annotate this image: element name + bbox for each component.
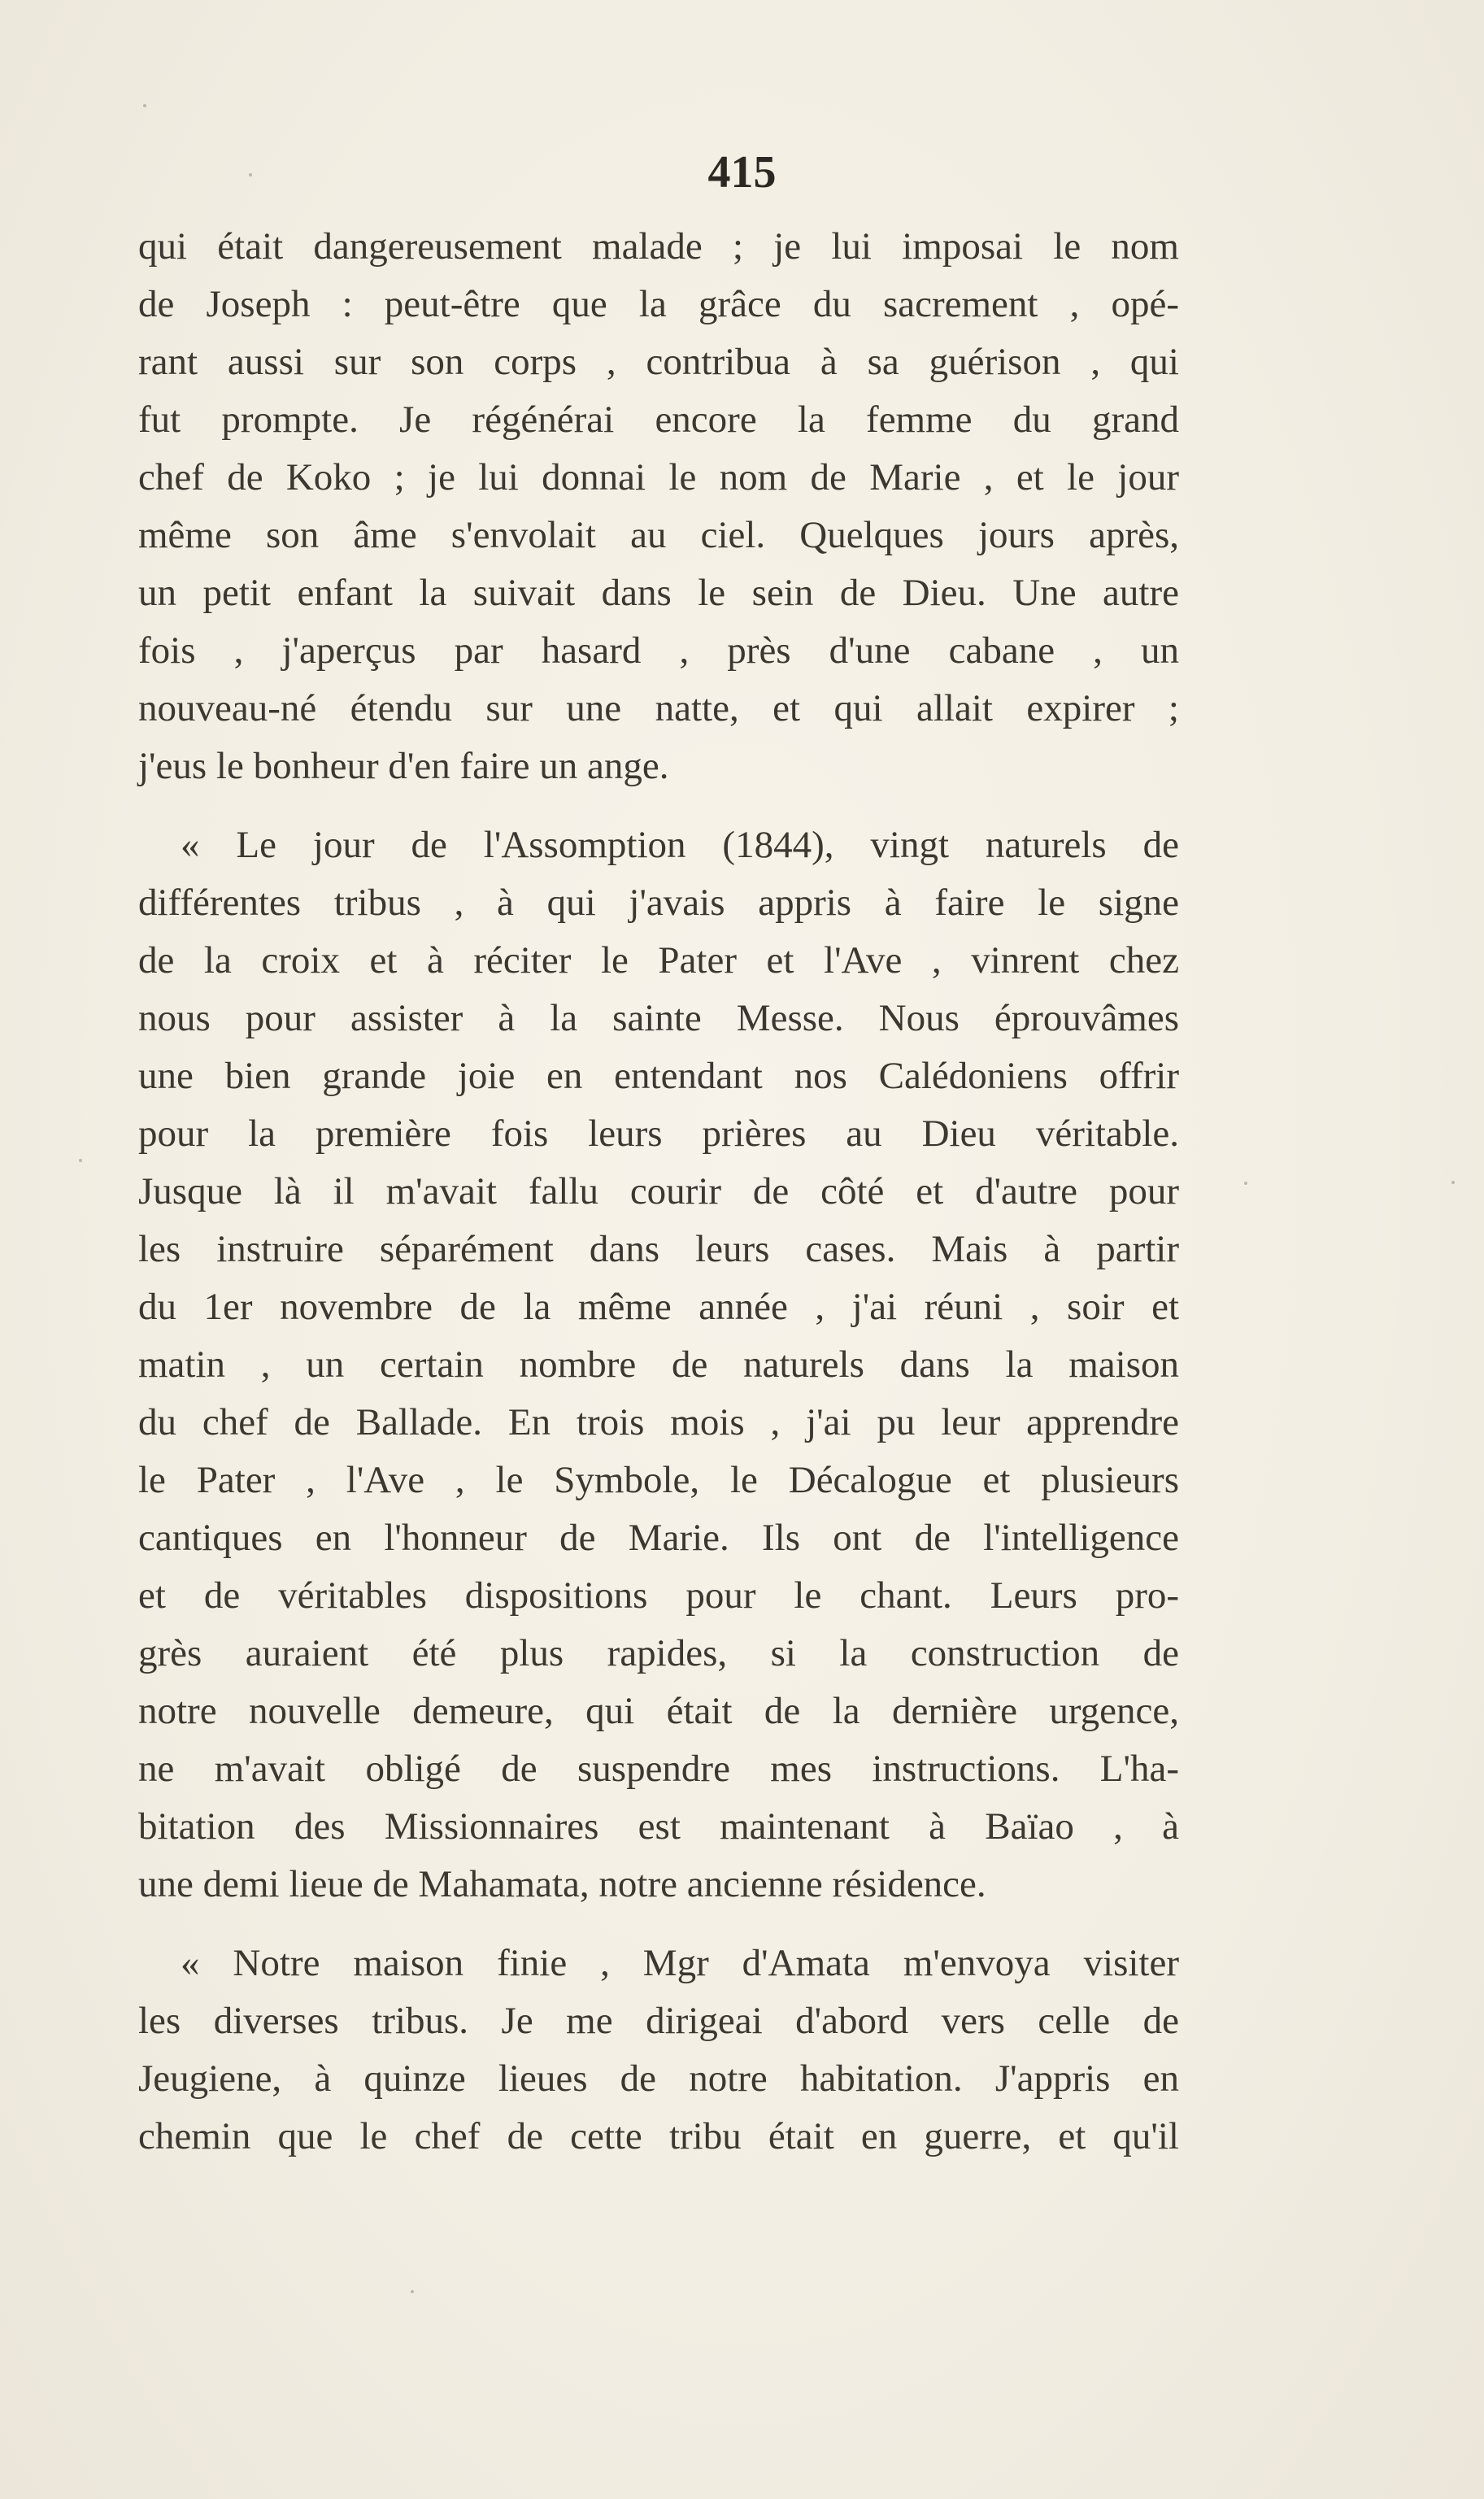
text-line: les diverses tribus. Je me dirigeai d'abord vers celle de: [138, 2000, 1179, 2042]
text-line: différentes tribus , à qui j'avais appris à faire le signe: [138, 882, 1179, 924]
paragraph-2: [138, 816, 1179, 1913]
paper-speck: [1244, 1182, 1247, 1185]
text-line: ne m'avait obligé de suspendre mes instructions. L'ha-: [138, 1748, 1179, 1790]
text-line: et de véritables dispositions pour le chant. Leurs pro-: [138, 1574, 1179, 1617]
text-line: une demi lieue de Mahamata, notre ancienne résidence.: [138, 1863, 986, 1905]
paper-speck: [143, 104, 146, 107]
text-line: une bien grande joie en entendant nos Calédoniens offrir: [138, 1055, 1179, 1097]
text-line: Jeugiene, à quinze lieues de notre habitation. J'appris en: [138, 2057, 1179, 2100]
text-line: fois , j'aperçus par hasard , près d'une cabane , un: [138, 629, 1179, 672]
text-line: qui était dangereusement malade ; je lui imposai le nom: [138, 225, 1179, 268]
text-line: « Notre maison finie , Mgr d'Amata m'envoya visiter: [181, 1942, 1179, 1984]
text-line: du chef de Ballade. En trois mois , j'ai pu leur apprendre: [138, 1401, 1179, 1443]
text-line: même son âme s'envolait au ciel. Quelques jours après,: [138, 514, 1179, 556]
paragraph-gap: [138, 795, 1179, 816]
paragraph-gap: [138, 1913, 1179, 1935]
text-line: pour la première fois leurs prières au Dieu véritable.: [138, 1112, 1179, 1155]
text-line: matin , un certain nombre de naturels dans la maison: [138, 1343, 1179, 1386]
text-line: fut prompte. Je régénérai encore la femme du grand: [138, 398, 1179, 441]
paragraph-3: [138, 1935, 1179, 2166]
text-line: Jusque là il m'avait fallu courir de côté et d'autre pour: [138, 1170, 1179, 1212]
text-line: nous pour assister à la sainte Messe. Nous éprouvâmes: [138, 997, 1179, 1039]
text-line: du 1er novembre de la même année , j'ai réuni , soir et: [138, 1286, 1179, 1328]
text-line: de Joseph : peut-être que la grâce du sacrement , opé-: [138, 283, 1179, 325]
text-line: les instruire séparément dans leurs cases. Mais à partir: [138, 1228, 1179, 1270]
body-text: [138, 218, 1179, 2166]
paragraph-1: [138, 218, 1179, 795]
page-number: 415: [707, 147, 777, 198]
text-line: notre nouvelle demeure, qui était de la dernière urgence,: [138, 1690, 1179, 1732]
text-line: j'eus le bonheur d'en faire un ange.: [138, 745, 669, 787]
text-line: un petit enfant la suivait dans le sein de Dieu. Une autre: [138, 572, 1179, 614]
text-line: de la croix et à réciter le Pater et l'Ave , vinrent chez: [138, 939, 1179, 982]
paper-speck: [1451, 1181, 1455, 1184]
text-line: cantiques en l'honneur de Marie. Ils ont de l'intelligence: [138, 1517, 1179, 1559]
text-line: rant aussi sur son corps , contribua à sa guérison , qui: [138, 341, 1179, 383]
text-line: « Le jour de l'Assomption (1844), vingt naturels de: [181, 824, 1179, 866]
text-line: nouveau-né étendu sur une natte, et qui allait expirer ;: [138, 687, 1179, 729]
text-line: chemin que le chef de cette tribu était en guerre, et qu'il: [138, 2115, 1179, 2157]
text-line: grès auraient été plus rapides, si la construction de: [138, 1632, 1179, 1674]
text-line: bitation des Missionnaires est maintenant à Baïao , à: [138, 1805, 1179, 1848]
text-line: chef de Koko ; je lui donnai le nom de Marie , et le jour: [138, 456, 1179, 498]
paper-speck: [79, 1159, 82, 1162]
text-line: le Pater , l'Ave , le Symbole, le Décalogue et plusieurs: [138, 1459, 1179, 1501]
paper-speck: [249, 173, 252, 176]
paper-speck: [411, 2290, 414, 2293]
